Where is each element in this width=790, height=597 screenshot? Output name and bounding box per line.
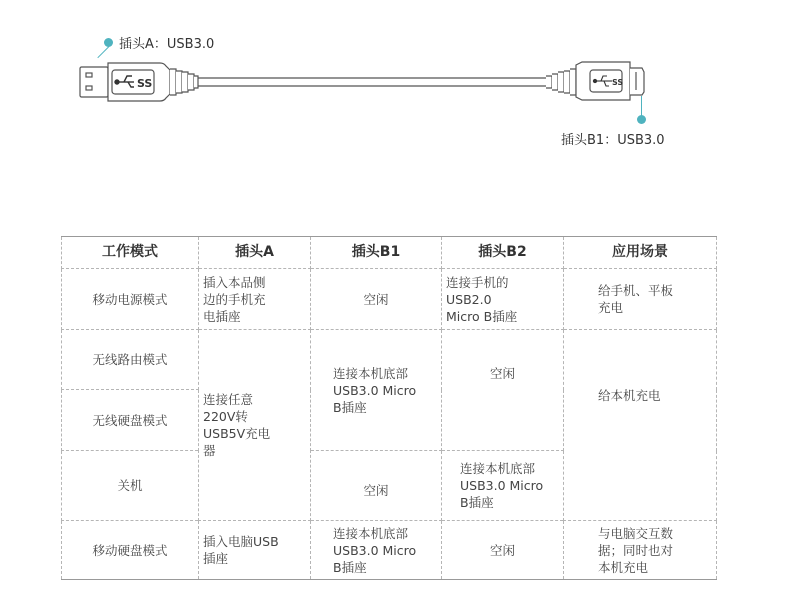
shutdown-plug-b1: 空闲 — [311, 451, 442, 521]
table-row — [62, 330, 717, 390]
shared-plug-b1: 连接本机底部 USB3.0 Micro B插座 — [311, 330, 442, 451]
mode-mobile-power: 移动电源模式 — [62, 269, 199, 330]
mode-wireless-router: 无线路由模式 — [62, 330, 199, 390]
mobile-power-plug-b2: 连接手机的 USB2.0 Micro B插座 — [442, 269, 564, 330]
table-row — [62, 521, 717, 580]
usb-cable-illustration — [0, 0, 790, 160]
header-plug-a: 插头A — [199, 237, 311, 269]
mobile-disk-scene: 与电脑交互数 据；同时也对 本机充电 — [564, 521, 717, 580]
header-plug-b1: 插头B1 — [311, 237, 442, 269]
shutdown-plug-b2: 连接本机底部 USB3.0 Micro B插座 — [442, 451, 564, 521]
table-row — [62, 269, 717, 330]
mobile-disk-plug-a: 插入电脑USB 插座 — [199, 521, 311, 580]
working-mode-table — [61, 236, 717, 580]
header-scene: 应用场景 — [564, 237, 717, 269]
plug-b1-label: 插头B1：USB3.0 — [561, 133, 665, 148]
table-header-row — [62, 237, 717, 269]
mode-shutdown: 关机 — [62, 451, 199, 521]
mobile-power-plug-b1: 空闲 — [311, 269, 442, 330]
header-mode: 工作模式 — [62, 237, 199, 269]
shared-scene: 给本机充电 — [564, 330, 717, 521]
mobile-power-scene: 给手机、平板 充电 — [564, 269, 717, 330]
shared-plug-b2: 空闲 — [442, 330, 564, 451]
plug-b1-callout-dot — [637, 115, 646, 124]
plug-a-label: 插头A：USB3.0 — [119, 37, 215, 52]
mode-wireless-disk: 无线硬盘模式 — [62, 390, 199, 451]
mobile-power-plug-a: 插入本品侧 边的手机充 电插座 — [199, 269, 311, 330]
svg-text:SS: SS — [612, 78, 624, 87]
header-plug-b2: 插头B2 — [442, 237, 564, 269]
mobile-disk-plug-b1: 连接本机底部 USB3.0 Micro B插座 — [311, 521, 442, 580]
svg-text:SS: SS — [137, 77, 153, 90]
mode-mobile-disk: 移动硬盘模式 — [62, 521, 199, 580]
mobile-disk-plug-b2: 空闲 — [442, 521, 564, 580]
shared-plug-a: 连接任意 220V转 USB5V充电 器 — [199, 330, 311, 521]
